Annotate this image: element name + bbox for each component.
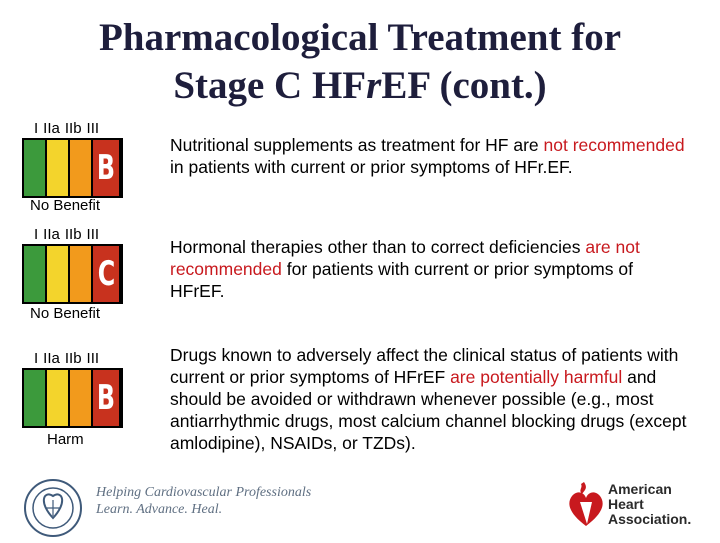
class-label-IIa: IIa (43, 350, 60, 367)
class-IIb-bar (70, 370, 91, 426)
benefit-label: Harm (47, 431, 84, 448)
title-italic-r: r (366, 64, 382, 107)
aha-logo (566, 480, 606, 535)
text-part: Hormonal therapies other than to correct deficiencies (170, 237, 586, 257)
class-IIb-bar (70, 140, 91, 196)
class-labels (34, 226, 104, 243)
class-IIa-bar (47, 246, 68, 302)
class-label-IIb: IIb (64, 350, 82, 367)
text-part: in patients with current or prior symptoms of HFr.EF. (170, 157, 573, 177)
tagline-line-1: Helping Cardiovascular Professionals (96, 485, 312, 500)
recommendation-text-3 (170, 344, 690, 454)
aha-line-1: American (608, 481, 672, 497)
aha-line-3: Association. (608, 511, 692, 527)
class-I-bar (24, 370, 45, 426)
class-I-bar (24, 140, 45, 196)
recommendation-text-1 (170, 134, 690, 178)
class-of-recommendation-bar (22, 138, 123, 198)
class-label-I: I (34, 226, 39, 243)
level-of-evidence: C (97, 254, 115, 294)
class-III-bar (93, 246, 119, 302)
text-emphasis: not recommended (543, 135, 685, 155)
class-label-IIb: IIb (64, 226, 82, 243)
level-of-evidence: B (96, 148, 116, 188)
class-label-I: I (34, 120, 39, 137)
text-part: for patients with current or prior symptoms of HFrEF. (170, 259, 633, 301)
title-line-2 (0, 62, 720, 110)
level-of-evidence: B (96, 378, 116, 418)
class-label-III: III (86, 120, 100, 137)
title-line-1: Pharmacological Treatment for (98, 16, 622, 59)
benefit-label: No Benefit (30, 197, 101, 214)
acc-seal-logo (22, 478, 84, 543)
benefit-label: No Benefit (30, 305, 101, 322)
acc-tagline (96, 484, 311, 518)
class-label-I: I (34, 350, 39, 367)
class-label-III: III (86, 226, 100, 243)
text-part: Nutritional supplements as treatment for HF are (170, 135, 544, 155)
text-emphasis: are not recommended (170, 237, 640, 279)
class-label-IIa: IIa (43, 120, 60, 137)
recommendation-text-2 (170, 236, 690, 302)
tagline-line-2: Learn. Advance. Heal. (96, 502, 223, 517)
class-labels (34, 350, 104, 367)
class-of-recommendation-bar (22, 244, 123, 304)
text-part: and should be avoided or withdrawn whenever possible (e.g., most antiarrhythmic drugs, most calcium channel blocking drugs (except amlodipine), NSAIDs, or TZDs). (170, 367, 687, 453)
class-III-bar (93, 140, 119, 196)
class-of-recommendation-bar (22, 368, 123, 428)
class-labels (34, 120, 104, 137)
class-IIa-bar (47, 370, 68, 426)
text-part: Drugs known to adversely affect the clinical status of patients with current or prior symptoms of HFrEF (170, 345, 679, 387)
slide-title (0, 14, 720, 110)
class-I-bar (24, 246, 45, 302)
title-text: Stage C HF (173, 64, 367, 107)
class-III-bar (93, 370, 119, 426)
class-label-III: III (86, 350, 100, 367)
text-emphasis: are potentially harmful (450, 367, 623, 387)
class-IIa-bar (47, 140, 68, 196)
aha-line-2: Heart (608, 496, 644, 512)
class-IIb-bar (70, 246, 91, 302)
class-label-IIa: IIa (43, 226, 60, 243)
acc-seal-icon (22, 478, 84, 538)
title-text-end: EF (cont.) (381, 64, 547, 107)
aha-wordmark (608, 482, 691, 527)
class-label-IIb: IIb (64, 120, 82, 137)
heart-torch-icon (566, 480, 606, 530)
